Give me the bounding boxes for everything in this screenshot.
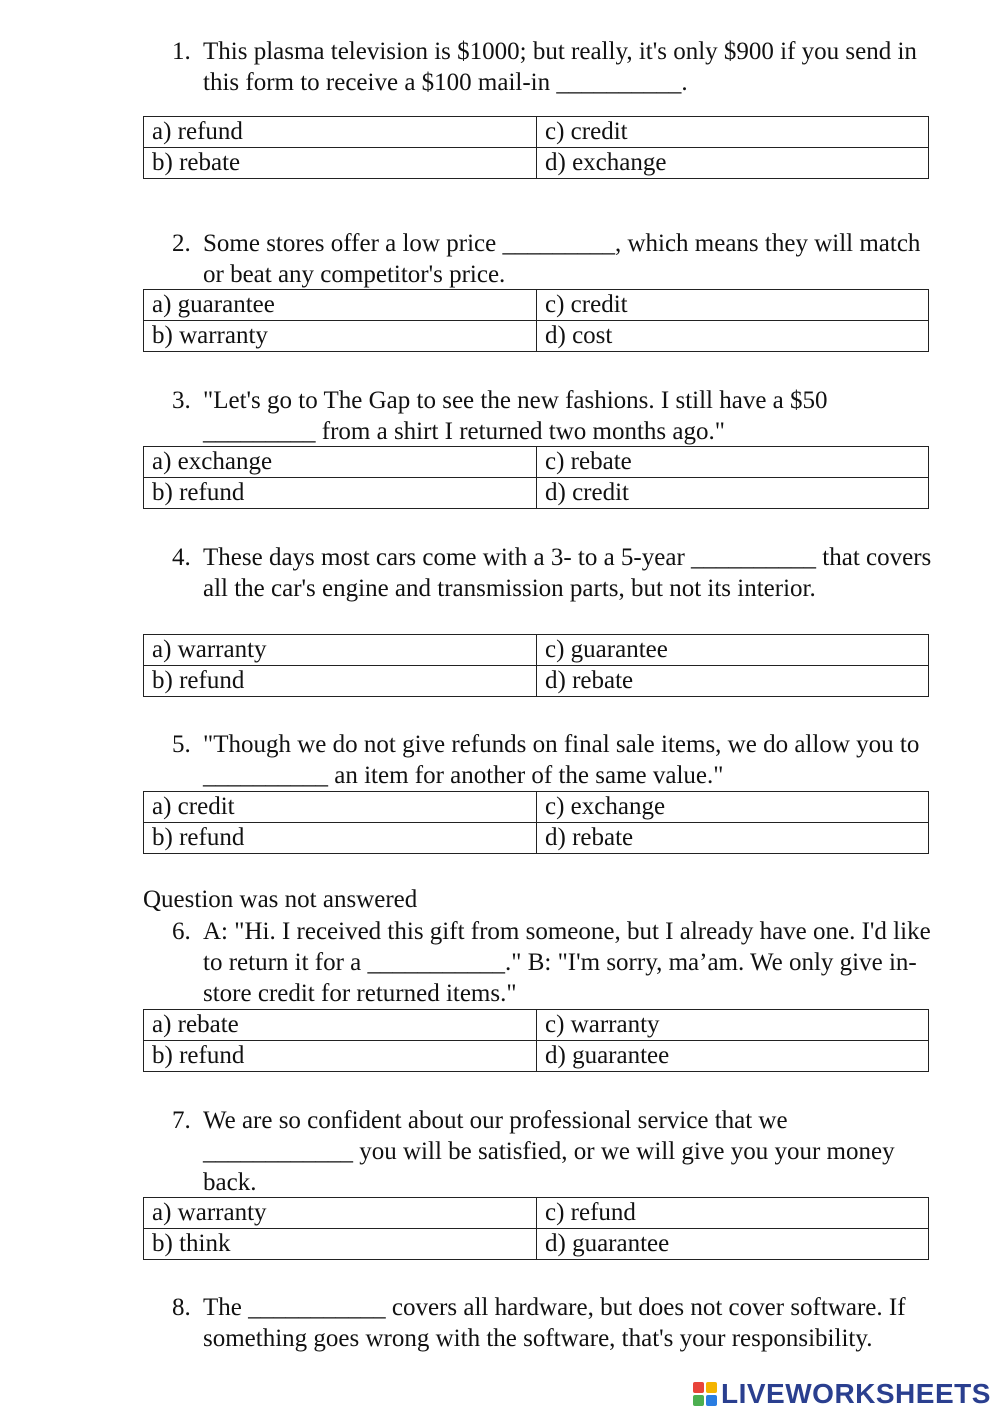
question-text: We are so confident about our professional service that we ____________ you will be satisfied, or we will give you your money back. [203,1107,895,1196]
option-d[interactable]: d) credit [537,478,929,509]
option-c[interactable]: c) credit [537,290,929,321]
question-number: 5. [172,731,191,758]
option-a[interactable]: a) credit [144,792,537,823]
question-5 [172,729,932,791]
question-number: 1. [172,38,191,65]
question-text: The ___________ covers all hardware, but does not cover software. If something goes wrong with the software, that's your responsibility. [203,1294,906,1352]
option-a[interactable]: a) warranty [144,1198,537,1229]
option-c[interactable]: c) exchange [537,792,929,823]
option-b[interactable]: b) refund [144,1041,537,1072]
option-d[interactable]: d) cost [537,321,929,352]
question-number: 3. [172,387,191,414]
option-a[interactable]: a) exchange [144,447,537,478]
option-d[interactable]: d) rebate [537,823,929,854]
options-table-5 [143,791,929,854]
question-text: Some stores offer a low price _________, which means they will match or beat any competitor's price. [203,230,921,288]
question-number: 6. [172,918,191,945]
brand-name: LIVEWORKSHEETS [721,1378,991,1409]
option-a[interactable]: a) guarantee [144,290,537,321]
option-b[interactable]: b) think [144,1229,537,1260]
question-number: 7. [172,1107,191,1134]
options-table-6 [143,1009,929,1072]
option-b[interactable]: b) warranty [144,321,537,352]
options-table-1 [143,116,929,179]
option-b[interactable]: b) rebate [144,148,537,179]
options-table-2 [143,289,929,352]
question-3 [172,385,932,447]
option-c[interactable]: c) credit [537,117,929,148]
question-text: "Though we do not give refunds on final sale items, we do allow you to __________ an item for another of the same value." [203,731,920,789]
question-6 [172,916,932,1009]
question-number: 4. [172,544,191,571]
question-text: A: "Hi. I received this gift from someone, but I already have one. I'd like to return it for a ___________." B: "I'm sorry, ma’am. We only give in-store credit for returned items." [203,918,931,1007]
question-text: "Let's go to The Gap to see the new fashions. I still have a $50 _________ from a shirt I returned two months ago." [203,387,828,445]
option-c[interactable]: c) rebate [537,447,929,478]
question-number: 8. [172,1294,191,1321]
question-4 [172,542,932,604]
option-d[interactable]: d) guarantee [537,1041,929,1072]
question-text: This plasma television is $1000; but really, it's only $900 if you send in this form to receive a $100 mail-in __________. [203,38,917,96]
question-8 [172,1292,932,1354]
liveworksheets-logo [693,1378,991,1410]
options-table-3 [143,446,929,509]
option-b[interactable]: b) refund [144,478,537,509]
options-table-7 [143,1197,929,1260]
option-c[interactable]: c) guarantee [537,635,929,666]
option-a[interactable]: a) refund [144,117,537,148]
option-b[interactable]: b) refund [144,823,537,854]
question-2 [172,228,932,290]
option-a[interactable]: a) rebate [144,1010,537,1041]
option-d[interactable]: d) guarantee [537,1229,929,1260]
question-7 [172,1105,932,1198]
option-c[interactable]: c) refund [537,1198,929,1229]
options-table-4 [143,634,929,697]
question-text: These days most cars come with a 3- to a 5-year __________ that covers all the car's engine and transmission parts, but not its interior. [203,544,932,602]
status-note: Question was not answered [143,886,418,913]
question-1 [172,36,932,98]
option-d[interactable]: d) exchange [537,148,929,179]
logo-mark-icon [693,1382,717,1406]
option-d[interactable]: d) rebate [537,666,929,697]
option-c[interactable]: c) warranty [537,1010,929,1041]
question-number: 2. [172,230,191,257]
option-a[interactable]: a) warranty [144,635,537,666]
option-b[interactable]: b) refund [144,666,537,697]
